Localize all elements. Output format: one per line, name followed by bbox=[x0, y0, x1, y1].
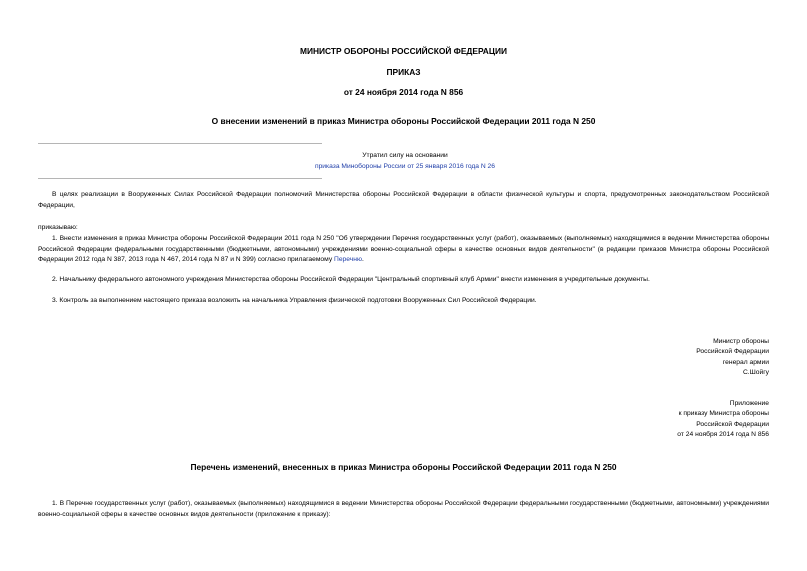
signature-line-3: генерал армии bbox=[722, 358, 769, 366]
list-link[interactable]: Перечню bbox=[334, 256, 362, 263]
changes-list-title: Перечень изменений, внесенных в приказ Министра обороны Российской Федерации 2011 года N 250 bbox=[190, 462, 617, 472]
changes-item-1-paragraph bbox=[38, 499, 769, 520]
item-1-end: . bbox=[361, 256, 364, 263]
item-2-text: 2. Начальнику федерального автономного учреждения Министерства обороны Российской Федерации "Центральный спортивный клуб Армии" внести изменения в учредительные документы. bbox=[52, 276, 650, 283]
signature-block bbox=[696, 337, 769, 378]
signature-line-4: С.Шойгу bbox=[742, 368, 769, 376]
appendix-line-2: к приказу Министра обороны bbox=[678, 410, 769, 418]
ministry-heading: МИНИСТР ОБОРОНЫ РОССИЙСКОЙ ФЕДЕРАЦИИ bbox=[299, 46, 508, 56]
date-number-heading: от 24 ноября 2014 года N 856 bbox=[343, 87, 464, 97]
top-divider bbox=[38, 143, 322, 144]
item-3-paragraph bbox=[38, 296, 769, 307]
repeal-order-link[interactable]: приказа Минобороны России от 25 января 2016 года N 26 bbox=[314, 162, 496, 170]
item-2-paragraph bbox=[38, 275, 769, 286]
appendix-block bbox=[677, 399, 769, 440]
signature-line-2: Российской Федерации bbox=[696, 348, 769, 356]
changes-item-1-text: 1. В Перечне государственных услуг (работ), оказываемых (выполняемых) находящимися в ведении Министерства обороны Российской Федерации федеральными государственными (бюджетными, автономными) учреждениями военно-социальной сферы в качестве основных видов деятельности (приложение к приказу): bbox=[38, 500, 769, 518]
order-word: приказываю: bbox=[38, 224, 78, 231]
signature-line-1: Министр обороны bbox=[713, 338, 769, 345]
intro-text: В целях реализации в Вооруженных Силах Российской Федерации полномочий Министерства обороны Российской Федерации в области физической культуры и спорта, предусмотренных законодательством Российской Федерации, bbox=[38, 191, 769, 209]
appendix-line-1: Приложение bbox=[729, 400, 769, 407]
appendix-line-4: от 24 ноября 2014 года N 856 bbox=[677, 430, 769, 438]
order-title: О внесении изменений в приказ Министра обороны Российской Федерации 2011 года N 250 bbox=[211, 116, 596, 126]
appendix-line-3: Российской Федерации bbox=[696, 420, 769, 428]
item-3-text: 3. Контроль за выполнением настоящего приказа возложить на начальника Управления физической подготовки Вооруженных Сил Российской Федерации. bbox=[52, 297, 537, 304]
item-1-paragraph bbox=[38, 234, 769, 266]
repeal-notice bbox=[260, 151, 550, 172]
item-1-text: 1. Внести изменения в приказ Министра обороны Российской Федерации 2011 года N 250 "Об утверждении Перечня государственных услуг (работ), оказываемых (выполняемых) находящимися в ведении Министерства обороны Российской Федерации федеральными государственными (бюджетными, автономными) учреждениями военно-социальной сферы в качестве основных видов деятельности" (в редакции приказов Министра обороны Российской Федерации 2012 года N 387, 2013 года N 467, 2014 года N 87 и N 399) согласно прилагаемому bbox=[38, 235, 769, 263]
intro-paragraph bbox=[38, 190, 769, 211]
repeal-notice-text: Утратил силу на основании bbox=[362, 152, 448, 159]
doc-type-heading: ПРИКАЗ bbox=[386, 67, 421, 77]
bottom-divider bbox=[38, 178, 322, 179]
